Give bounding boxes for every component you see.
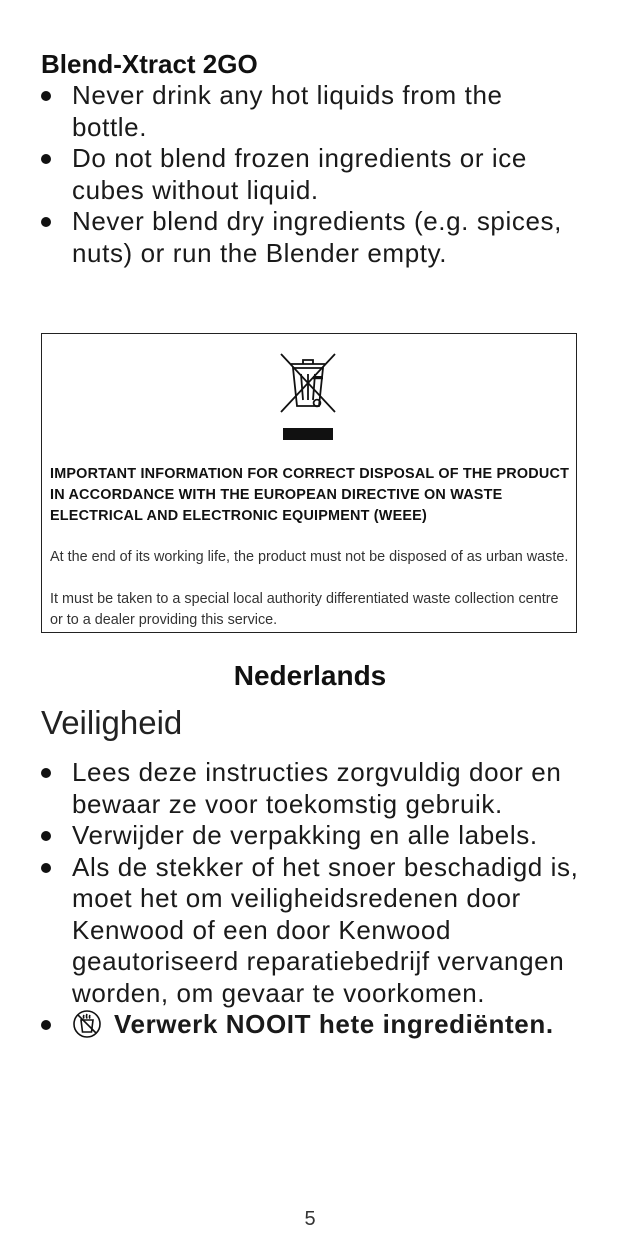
list-item: Verwijder de verpakking en alle labels. [41, 820, 581, 852]
weee-heading: IMPORTANT INFORMATION FOR CORRECT DISPOSAL OF THE PRODUCT IN ACCORDANCE WITH THE EUROPEAN DIRECTIVE ON WASTE ELECTRICAL AND ELECTRONIC EQUIPMENT (WEEE) [50, 466, 570, 524]
page-number: 5 [304, 1208, 316, 1230]
bullet-icon [41, 863, 51, 873]
no-hot-ingredients-icon [72, 1009, 102, 1039]
weee-text-collection: It must be taken to a special local authority differentiated waste collection centre or to a dealer providing this service. [50, 591, 559, 628]
list-item: Do not blend frozen ingredients or ice cubes without liquid. [41, 143, 581, 206]
list-item: Never drink any hot liquids from the bottle. [41, 80, 581, 143]
bullet-icon [41, 1020, 51, 1030]
bullet-icon [41, 91, 51, 101]
list-item: Als de stekker of het snoer beschadigd is, moet het om veiligheidsredenen door Kenwood of een door Kenwood geautoriseerd reparatiebedrijf vervangen worden, om gevaar te voorkomen. [41, 852, 581, 1010]
list-item: Lees deze instructies zorgvuldig door en bewaar ze voor toekomstig gebruik. [41, 757, 581, 820]
bullet-icon [41, 768, 51, 778]
crossed-out-wheelie-bin-icon [275, 350, 341, 442]
section-heading: Veiligheid [41, 704, 183, 741]
list-item-warning: Verwerk NOOIT hete ingrediënten. [41, 1009, 581, 1041]
dutch-safety-list [41, 757, 581, 1041]
english-warning-list [41, 80, 581, 269]
bullet-icon [41, 154, 51, 164]
weee-text-end-of-life: At the end of its working life, the product must not be disposed of as urban waste. [50, 549, 569, 565]
language-heading: Nederlands [233, 660, 387, 691]
model-title: Blend-Xtract 2GO [41, 49, 258, 79]
list-item: Never blend dry ingredients (e.g. spices, nuts) or run the Blender empty. [41, 206, 581, 269]
bullet-icon [41, 217, 51, 227]
english-section [41, 48, 581, 269]
bullet-icon [41, 831, 51, 841]
weee-disposal-notice [41, 333, 577, 633]
